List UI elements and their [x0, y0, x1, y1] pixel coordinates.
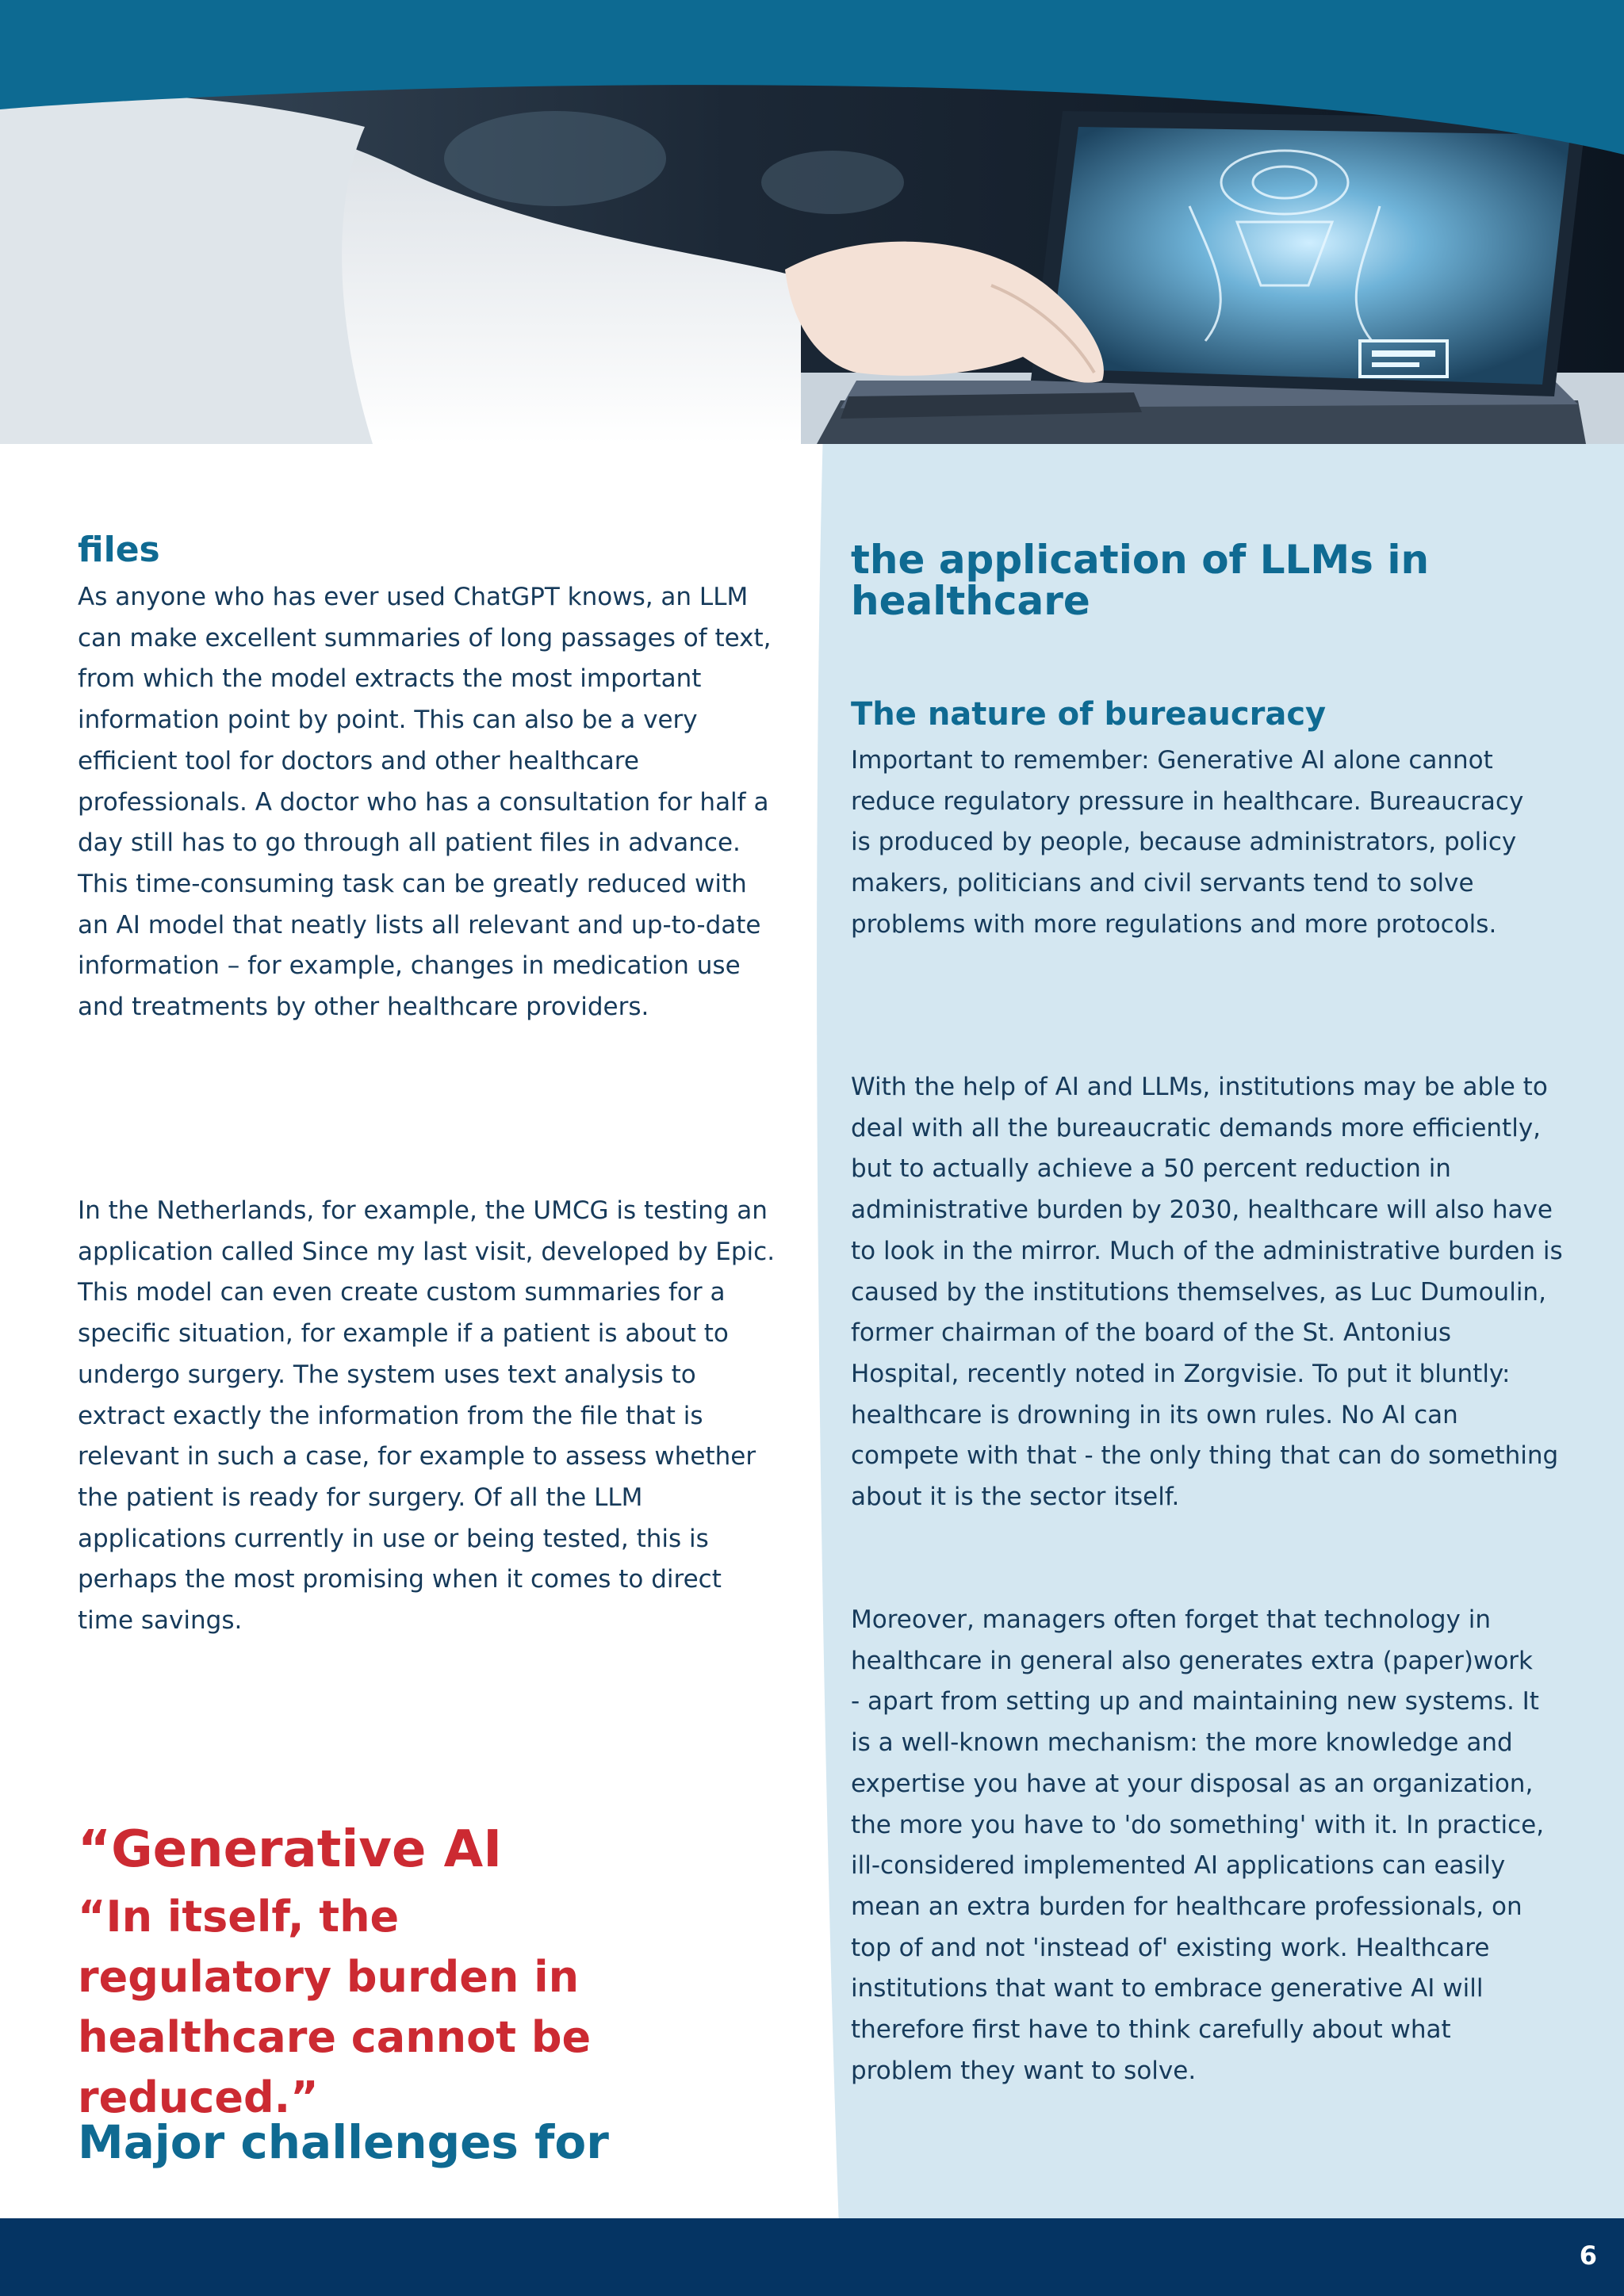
right-section-heading: the application of LLMs in healthcare	[851, 537, 1430, 624]
pull-quote: “In itself, the regulatory burden in healthcare cannot be reduced.”	[78, 1892, 592, 2122]
right-paragraph-1: Important to remember: Generative AI alone cannot reduce regulatory pressure in healthcare. Bureaucracy is produced by people, because administrators, policy makers, politicians and civil servants tend to solve problems with more regulations and more protocols.	[851, 746, 1524, 939]
right-paragraph-3: Moreover, managers often forget that technology in healthcare in general also generates extra (paper)work - apart from setting up and maintaining new systems. It is a well-known mechanism: the more knowledge and expertise you have at your disposal as an organization, the more you have to 'do something' with it. In practice, ill-considered implemented AI applications can easily mean an extra burden for healthcare professionals, on top of and not 'instead of' existing work. Healthcare institutions that want to embrace generative AI will therefore first have to think carefully about what problem they want to solve.	[851, 1605, 1545, 2085]
page-footer	[0, 2218, 1624, 2296]
left-paragraph-2: In the Netherlands, for example, the UMCG is testing an application called Since my last visit, developed by Epic. This model can even create custom summaries for a specific situation, for example if a patient is about to undergo surgery. The system uses text analysis to extract exactly the information from the file that is relevant in such a case, for example to assess whether the patient is ready for surgery. Of all the LLM applications currently in use or being tested, this is perhaps the most promising when it comes to direct time savings.	[78, 1196, 776, 1636]
bureaucracy-subheading: The nature of bureaucracy	[851, 696, 1327, 733]
left-paragraph-1: As anyone who has ever used ChatGPT knows, an LLM can make excellent summaries of long passages of text, from which the model extracts the most important information point by point. This can also be a very efficient tool for doctors and other healthcare professionals. A doctor who has a consultation for half a day still has to go through all patient files in advance. This time-consuming task can be greatly reduced with an AI model that neatly lists all relevant and up-to-date information – for example, changes in medication use and treatments by other healthcare providers.	[78, 583, 772, 1022]
right-paragraph-2: With the help of AI and LLMs, institutions may be able to deal with all the bureaucratic demands more efficiently, but to actually achieve a 50 percent reduction in administrative burden by 2030, healthcare will also have to look in the mirror. Much of the administrative burden is caused by the institutions themselves, as Luc Dumoulin, former chairman of the board of the St. Antonius Hospital, recently noted in Zorgvisie. To put it bluntly: healthcare is drowning in its own rules. No AI can compete with that - the only thing that can do something about it is the sector itself.	[851, 1073, 1563, 1512]
page-number: 6	[1579, 2241, 1597, 2271]
left-section-heading: files	[78, 530, 160, 570]
major-challenges-heading: Major challenges for	[78, 2115, 609, 2169]
pull-quote-fragment: “Generative AI	[78, 1820, 502, 1879]
hero-image	[0, 0, 1624, 444]
